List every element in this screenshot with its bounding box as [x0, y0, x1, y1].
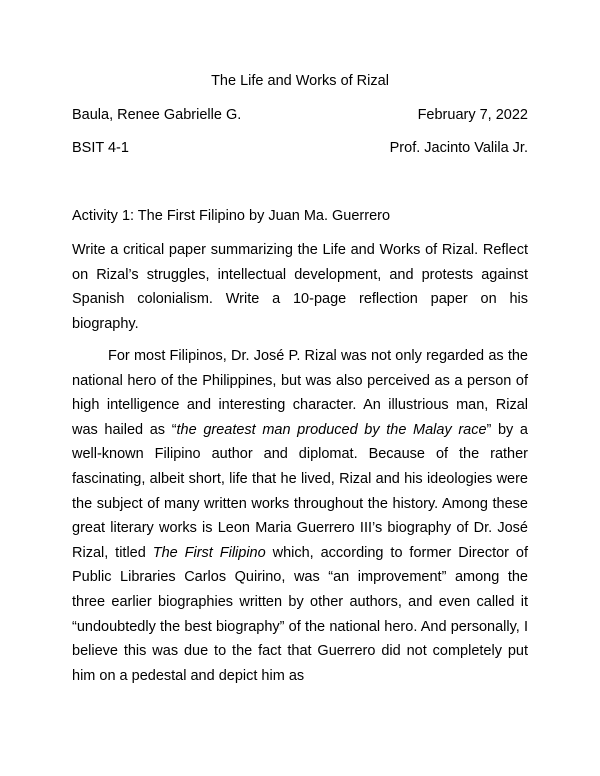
body-text-part-2: ” by a well-known Filipino author and diplomat. Because of the rather fascinating, albeit short, life that he lived, Rizal and his ideologies were the subject of many written works throughout the history. Among these great literary works is Leon Maria Guerrero III’s biography of Dr. José Rizal, titled [72, 421, 529, 561]
student-name: Baula, Renee Gabrielle G. [72, 107, 242, 123]
header-row-name-date [72, 106, 528, 124]
document-title: The Life and Works of Rizal [211, 73, 389, 89]
book-title: The First Filipino [152, 544, 266, 561]
professor-name: Prof. Jacinto Valila Jr. [389, 140, 528, 156]
document-date: February 7, 2022 [417, 107, 528, 123]
header-row-section-professor [72, 139, 528, 157]
activity-title: Activity 1: The First Filipino by Juan Ma. Guerrero [72, 208, 391, 224]
body-text-part-3: which, according to former Director of Public Libraries Carlos Quirino, was “an improvement” among the three earlier biographies written by other authors, and even called it “undoubtedly the best biography” of the national hero. And personally, I believe this was due to the fact that Guerrero did not completely put him on a pedestal and depict him as [72, 544, 528, 684]
body-paragraph [72, 344, 528, 688]
body-text-part-1: For most Filipinos, Dr. José P. Rizal was not only regarded as the national hero of the Philippines, but was also perceived as a person of high intelligence and interesting character. An illustrious man, Rizal was hailed as “ [72, 348, 528, 438]
malay-quote: the greatest man produced by the Malay race [176, 421, 487, 438]
activity-prompt: Write a critical paper summarizing the Life and Works of Rizal. Reflect on Rizal’s struggles, intellectual development, and protests against Spanish colonialism. Write a 10-page reflection paper on his biography. [72, 242, 528, 332]
course-section: BSIT 4-1 [72, 140, 129, 156]
